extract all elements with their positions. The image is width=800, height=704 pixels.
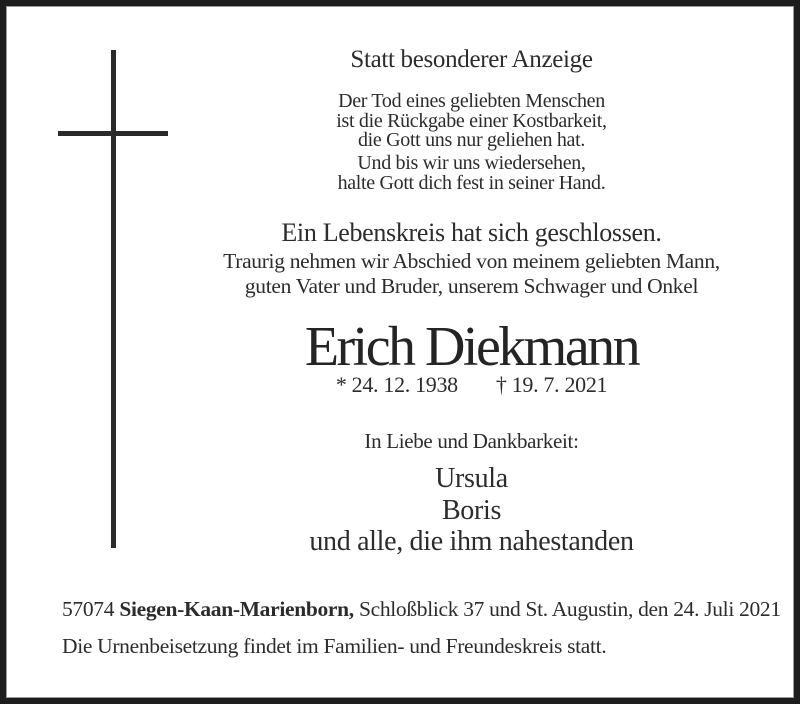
mourner-line: und alle, die ihm nahestanden	[309, 526, 634, 557]
mourner-name: Ursula	[435, 463, 508, 494]
death-date: † 19. 7. 2021	[495, 372, 608, 397]
funeral-info-line: Die Urnenbeisetzung findet im Familien- und Freundeskreis statt.	[62, 634, 607, 658]
poem-line: halte Gott dich fest in seiner Hand.	[337, 171, 606, 194]
farewell-text	[150, 249, 793, 298]
preamble-line: Statt besonderer Anzeige	[350, 46, 593, 73]
poem-stanza-1	[150, 92, 793, 151]
address-line	[62, 597, 793, 622]
poem-line: Und bis wir uns wiedersehen,	[357, 152, 586, 174]
poem-stanza-2	[150, 154, 793, 193]
farewell-line: Traurig nehmen wir Abschied von meinem geliebten Mann,	[223, 249, 720, 273]
closing-line: Ein Lebenskreis hat sich geschlossen.	[281, 218, 662, 247]
cross-vertical-bar	[111, 50, 116, 548]
postal-code: 57074	[62, 597, 115, 621]
deceased-name: Erich Diekmann	[304, 316, 639, 378]
farewell-line: guten Vater und Bruder, unserem Schwager und Onkel	[244, 273, 699, 298]
address-rest: Schloßblick 37 und St. Augustin, den 24. Juli 2021	[358, 597, 781, 621]
city-name: Siegen-Kaan-Marienborn,	[119, 597, 354, 621]
gratitude-line: In Liebe und Dankbarkeit:	[364, 429, 579, 453]
mourners-list	[150, 463, 793, 558]
poem-line: die Gott uns nur geliehen hat.	[357, 129, 585, 151]
poem-line: ist die Rückgabe einer Kostbarkeit,	[336, 109, 607, 132]
life-dates	[150, 372, 793, 398]
mourner-name: Boris	[441, 494, 502, 526]
poem-line: Der Tod eines geliebten Menschen	[338, 90, 605, 112]
birth-date: * 24. 12. 1938	[335, 372, 458, 397]
